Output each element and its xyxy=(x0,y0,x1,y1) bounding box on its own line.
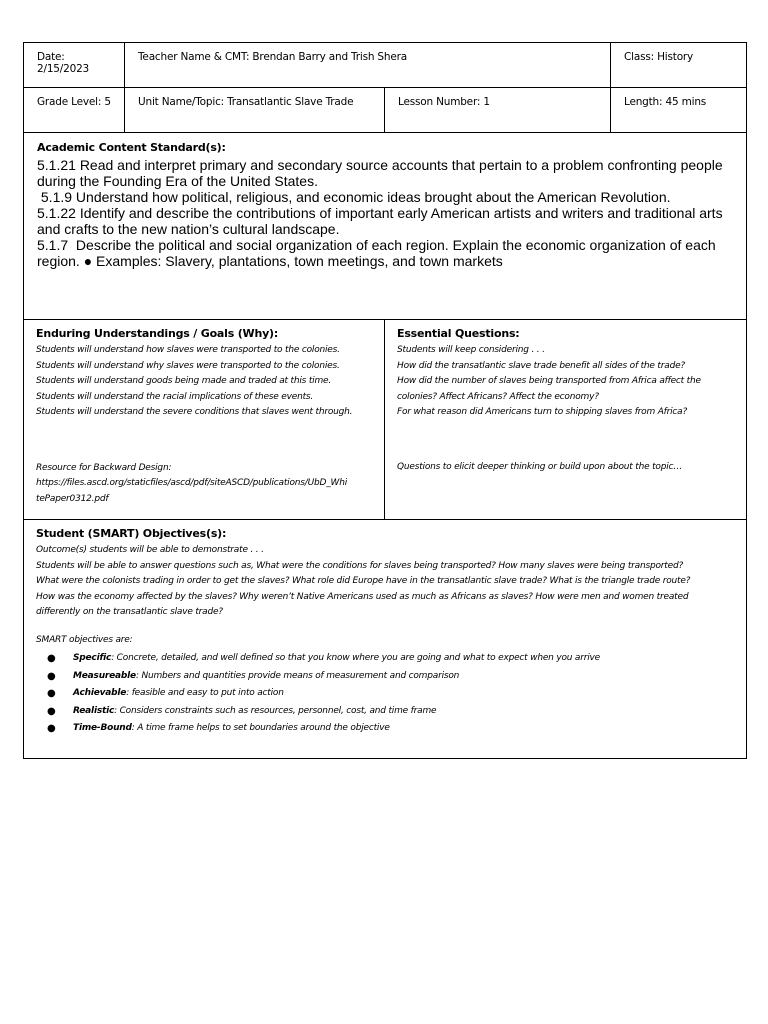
smart-desc: : Considers constraints such as resources, personnel, cost, and time frame xyxy=(114,705,437,716)
enduring-item: Students will understand how slaves were transported to the colonies. xyxy=(36,345,340,355)
smart-objectives-section xyxy=(24,520,746,738)
resource-line: Resource for Backward Design: xyxy=(36,462,172,473)
essential-questions-section xyxy=(385,320,746,475)
standard-line: 5.1.9 Understand how political, religious, and economic ideas brought about the American Revolution. xyxy=(37,189,671,205)
essential-line: Students will keep considering . . . xyxy=(397,345,545,355)
smart-term: Realistic xyxy=(73,705,115,716)
smart-objectives-row xyxy=(24,520,747,759)
bullet-icon: ● xyxy=(47,653,56,664)
goals-questions-row xyxy=(24,320,747,520)
date-field: Date: 2/15/2023 xyxy=(37,51,90,75)
essential-line: colonies? Affect Africans? Affect the economy? xyxy=(397,391,599,402)
unit-field: Unit Name/Topic: Transatlantic Slave Trade xyxy=(138,96,354,108)
smart-term: Specific xyxy=(73,653,112,663)
enduring-title: Enduring Understandings / Goals (Why): xyxy=(36,327,279,340)
essential-line: How did the transatlantic slave trade benefit all sides of the trade? xyxy=(397,360,685,371)
grade-field: Grade Level: 5 xyxy=(37,96,111,108)
standards-row xyxy=(24,133,747,320)
essential-line: For what reason did Americans turn to shipping slaves from Africa? xyxy=(397,407,688,417)
header-row-2 xyxy=(24,88,747,133)
smart-intro: Outcome(s) students will be able to demonstrate . . . xyxy=(36,545,264,555)
smart-title: Student (SMART) Objectives(s): xyxy=(36,527,227,540)
lesson-number-field: Lesson Number: 1 xyxy=(398,96,490,108)
smart-list xyxy=(36,650,734,738)
standard-line: region. ● Examples: Slavery, plantations, town meetings, and town markets xyxy=(37,253,503,269)
smart-paragraph-line: differently on the transatlantic slave trade? xyxy=(36,607,223,617)
standard-line: 5.1.21 Read and interpret primary and secondary source accounts that pertain to a problem confronting people xyxy=(37,157,723,173)
resource-link[interactable]: https://files.ascd.org/staticfiles/ascd/pdf/siteASCD/publications/UbD_Whi xyxy=(36,478,348,488)
teacher-field: Teacher Name & CMT: Brendan Barry and Trish Shera xyxy=(138,51,407,63)
enduring-understandings-section xyxy=(24,320,384,507)
smart-item-specific xyxy=(47,650,734,668)
smart-item-time-bound xyxy=(47,720,734,738)
bullet-icon: ● xyxy=(47,705,56,717)
smart-objectives-label: SMART objectives are: xyxy=(36,634,133,645)
smart-term: Achievable xyxy=(73,688,127,698)
enduring-item: Students will understand why slaves were transported to the colonies. xyxy=(36,360,340,371)
enduring-item: Students will understand the severe conditions that slaves went through. xyxy=(36,407,353,417)
essential-footer: Questions to elicit deeper thinking or build upon about the topic… xyxy=(397,461,683,472)
standard-line: 5.1.7 Describe the political and social organization of each region. Explain the economic organization of each xyxy=(37,237,716,253)
class-field: Class: History xyxy=(624,51,694,63)
lesson-plan-table xyxy=(23,42,747,759)
smart-term: Time-Bound xyxy=(73,723,132,733)
smart-paragraph-line: Students will be able to answer questions such as, What were the conditions for slaves being transported? How many slaves were being transported? xyxy=(36,560,684,571)
enduring-item: Students will understand goods being made and traded at this time. xyxy=(36,376,332,386)
smart-paragraph-line: What were the colonists trading in order to get the slaves? What role did Europe have in the transatlantic slave trade? What is the triangle trade route? xyxy=(36,576,691,586)
standard-line: 5.1.22 Identify and describe the contributions of important early American artists and writers and traditional arts xyxy=(37,205,723,221)
resource-link[interactable]: tePaper0312.pdf xyxy=(36,493,109,504)
lesson-plan-page xyxy=(23,42,746,759)
smart-item-measureable xyxy=(47,668,734,686)
academic-standards-section xyxy=(24,133,746,269)
smart-paragraph-line: How was the economy affected by the slaves? Why weren’t Native Americans used as much as Africans as slaves? How were men and women treated xyxy=(36,591,689,602)
smart-desc: : Concrete, detailed, and well defined so that you know where you are going and what to expect when you arrive xyxy=(111,653,600,663)
header-row-1 xyxy=(24,43,747,88)
standards-title: Academic Content Standard(s): xyxy=(37,141,226,154)
standard-line: and crafts to the new nation’s cultural landscape. xyxy=(37,221,340,237)
essential-title: Essential Questions: xyxy=(397,327,520,340)
smart-item-achievable xyxy=(47,685,734,703)
smart-term: Measureable xyxy=(73,670,136,681)
smart-desc: : Numbers and quantities provide means of measurement and comparison xyxy=(135,670,460,681)
bullet-icon: ● xyxy=(47,723,56,734)
smart-desc: : feasible and easy to put into action xyxy=(126,688,284,698)
bullet-icon: ● xyxy=(47,670,56,682)
enduring-item: Students will understand the racial implications of these events. xyxy=(36,391,314,402)
standard-line: during the Founding Era of the United States. xyxy=(37,173,318,189)
bullet-icon: ● xyxy=(47,688,56,699)
essential-line: How did the number of slaves being transported from Africa affect the xyxy=(397,376,701,386)
smart-item-realistic xyxy=(47,703,734,721)
length-field: Length: 45 mins xyxy=(624,96,707,108)
smart-desc: : A time frame helps to set boundaries around the objective xyxy=(131,723,390,733)
